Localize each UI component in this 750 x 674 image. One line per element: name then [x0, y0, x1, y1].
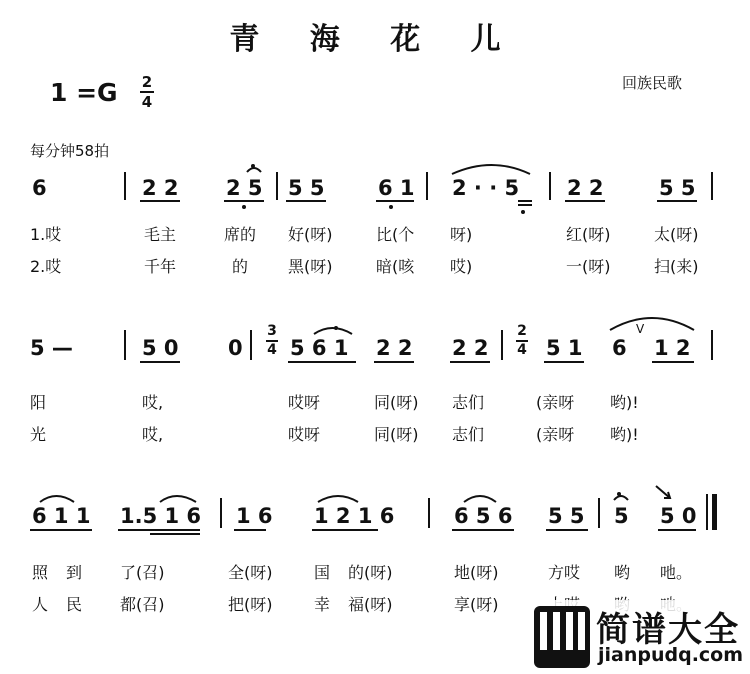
note-group: 5 6 1	[290, 336, 349, 360]
lyric: 一(呀)	[566, 257, 611, 276]
fermata-arc	[614, 496, 628, 500]
octave-dot	[521, 210, 525, 214]
time-change-bottom: 4	[267, 342, 277, 358]
lyric: 比(个	[376, 225, 415, 244]
time-change-top: 3	[267, 323, 277, 339]
note-group: 2 2	[452, 336, 489, 360]
lyric: 哟)!	[610, 425, 639, 444]
lyric: 红(呀)	[566, 225, 611, 244]
lyric: 哎,	[142, 425, 164, 444]
lyric: 哎呀	[288, 425, 321, 444]
lyric: 千年	[144, 257, 177, 276]
note-group: 5 5	[659, 176, 696, 200]
note-group: 1 2 1 6	[314, 504, 395, 528]
lyric: 享(呀)	[454, 595, 499, 614]
lyric: 哟	[614, 563, 631, 582]
watermark	[526, 600, 750, 674]
lyric: 的	[232, 257, 249, 276]
note-group: 2 2	[376, 336, 413, 360]
note-group: 2 2	[142, 176, 179, 200]
lyric: 民	[66, 595, 83, 614]
lyric: 哟)!	[610, 393, 639, 412]
note-group: 5 5	[288, 176, 325, 200]
octave-dot	[617, 492, 621, 496]
slur-arc	[318, 496, 358, 502]
lyric: 照	[32, 563, 49, 582]
note-group: 6	[612, 336, 627, 360]
time-signature-top: 2	[141, 73, 153, 91]
fermata-arc	[247, 168, 261, 172]
lyric: 同(呀)	[374, 393, 419, 412]
lyric: 幸	[314, 595, 331, 614]
note-group: 0	[228, 336, 243, 360]
slur-arc	[314, 328, 352, 334]
note-group: 2 5	[226, 176, 263, 200]
lyric: 哎)	[450, 257, 473, 276]
time-change-top: 2	[517, 323, 527, 339]
lyric: 黑(呀)	[288, 257, 333, 276]
slur-arc	[160, 496, 196, 502]
octave-dot	[389, 205, 393, 209]
tempo-marking: 每分钟58拍	[30, 142, 110, 160]
lyric: 光	[30, 425, 47, 444]
tie-arc	[452, 165, 530, 174]
lyric: 地(呀)	[454, 563, 499, 582]
octave-dot	[242, 205, 246, 209]
lyric: 好(呀)	[288, 225, 333, 244]
lyric: 福(呀)	[348, 595, 393, 614]
time-signature-bottom: 4	[141, 93, 153, 111]
breath-mark: V	[636, 322, 645, 336]
note-group: 5 5	[548, 504, 585, 528]
lyric: 太(呀)	[654, 225, 699, 244]
lyric: 阳	[30, 393, 47, 412]
watermark-text: 简谱大全	[596, 610, 740, 650]
slur-arc	[464, 496, 496, 502]
octave-dot	[251, 164, 255, 168]
lyric: 到	[66, 563, 83, 582]
lyric: 哎呀	[288, 393, 321, 412]
lyric: 了(召)	[120, 563, 165, 582]
note-group: 5	[614, 504, 629, 528]
attribution: 回族民歌	[622, 74, 683, 92]
lyric: 方哎	[548, 563, 581, 582]
note-group: 6	[32, 176, 47, 200]
note-group: 6 1 1	[32, 504, 91, 528]
lyric: 都(召)	[120, 595, 165, 614]
lyric: 同(呀)	[374, 425, 419, 444]
time-change-bottom: 4	[517, 342, 527, 358]
slur-arc	[40, 496, 74, 502]
note-group: 5 1	[546, 336, 583, 360]
lyric: 的(呀)	[348, 563, 393, 582]
octave-dot	[334, 326, 338, 330]
lyric: 1.哎	[30, 225, 62, 244]
lyric: 全(呀)	[228, 563, 273, 582]
note-group: 1 6	[236, 504, 273, 528]
lyric: (亲呀	[536, 393, 575, 412]
piano-keys-icon	[534, 606, 590, 668]
watermark-url: jianpudq.com	[598, 644, 744, 666]
lyric: (亲呀	[536, 425, 575, 444]
note-group: 6 5 6	[454, 504, 513, 528]
note-group: 5 0	[660, 504, 697, 528]
slur-arc	[610, 318, 694, 330]
note-group: 1 2	[654, 336, 691, 360]
lyric: 志们	[452, 393, 485, 412]
lyric: 哎,	[142, 393, 164, 412]
lyric: 呀)	[450, 225, 473, 244]
lyric: 毛主	[144, 225, 177, 244]
lyric: 把(呀)	[228, 595, 273, 614]
lyric: 扫(来)	[654, 257, 699, 276]
note-group: 1.5 1 6	[120, 504, 202, 528]
note-group: 2 · · 5	[452, 176, 520, 200]
note-group: 5 0	[142, 336, 179, 360]
lyric: 暗(咳	[376, 257, 415, 276]
note-group: 6 1	[378, 176, 415, 200]
lyric: 国	[314, 563, 331, 582]
note-group: 5 —	[30, 336, 73, 360]
note-group: 2 2	[567, 176, 604, 200]
lyric: 人	[32, 595, 49, 614]
lyric: 席的	[224, 225, 257, 244]
lyric: 志们	[452, 425, 485, 444]
lyric: 吔。	[660, 563, 693, 582]
lyric: 2.哎	[30, 257, 62, 276]
key-signature: 1 =G	[50, 78, 118, 107]
accent-arrow	[656, 486, 670, 498]
song-title: 青 海 花 儿	[229, 22, 521, 57]
